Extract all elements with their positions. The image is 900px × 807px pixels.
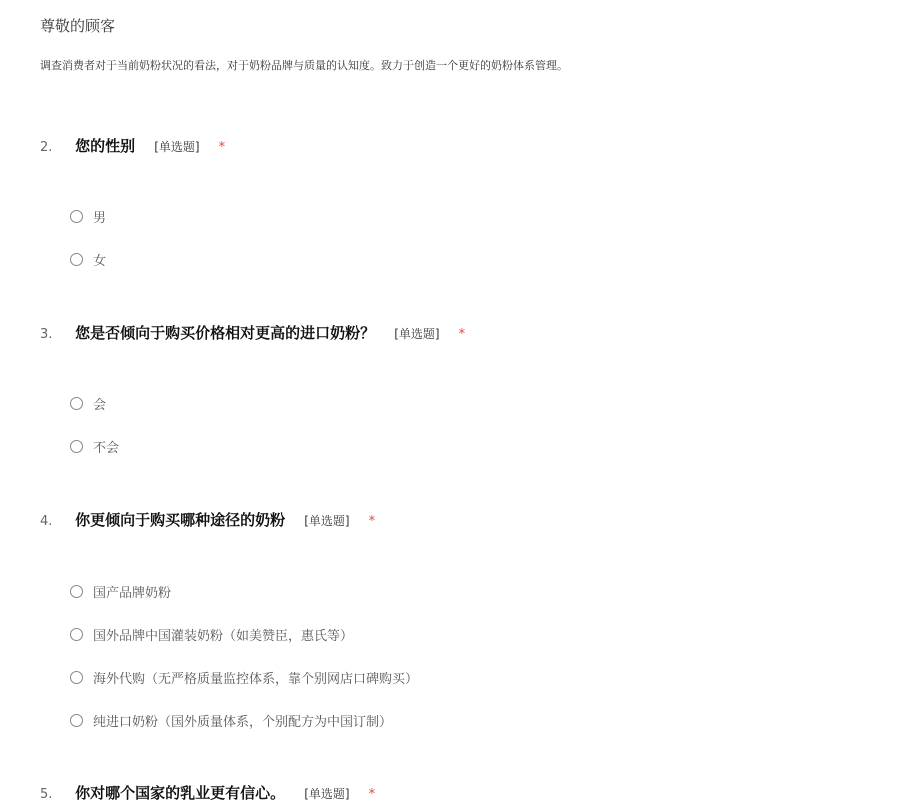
question-number: 4.	[40, 514, 53, 529]
option-yes[interactable]	[70, 393, 106, 413]
option-label: 国产品牌奶粉	[93, 585, 172, 601]
radio-button[interactable]	[70, 253, 83, 266]
radio-button[interactable]	[70, 397, 83, 410]
question-header	[40, 321, 465, 345]
option-no[interactable]	[70, 436, 119, 456]
radio-button[interactable]	[70, 440, 83, 453]
question-header	[40, 508, 375, 532]
radio-button[interactable]	[70, 585, 83, 598]
survey-intro: 调查消费者对于当前奶粉状况的看法，对于奶粉品牌与质量的认知度。致力于创造一个更好的奶粉体系管理。	[40, 59, 568, 72]
option-label: 国外品牌中国灌装奶粉（如美赞臣，惠氏等）	[93, 628, 354, 644]
radio-button[interactable]	[70, 671, 83, 684]
question-title: 你更倾向于购买哪种途径的奶粉	[75, 511, 286, 529]
question-type: [单选题]	[304, 514, 350, 528]
question-type: [单选题]	[304, 787, 350, 801]
question-header	[40, 134, 225, 158]
radio-button[interactable]	[70, 714, 83, 727]
option-foreign-brand-china-canned[interactable]	[70, 624, 353, 644]
required-mark: *	[368, 514, 376, 529]
question-type: [单选题]	[154, 140, 200, 154]
question-title: 您是否倾向于购买价格相对更高的进口奶粉？	[75, 324, 376, 342]
question-number: 3.	[40, 327, 53, 342]
option-label: 女	[93, 253, 107, 269]
question-number: 5.	[40, 787, 53, 802]
required-mark: *	[368, 787, 376, 802]
option-label: 纯进口奶粉（国外质量体系，个别配方为中国订制）	[93, 714, 393, 730]
option-male[interactable]	[70, 206, 106, 226]
question-type: [单选题]	[394, 327, 440, 341]
option-pure-import[interactable]	[70, 710, 392, 730]
required-mark: *	[218, 140, 226, 155]
option-label: 男	[93, 210, 107, 226]
radio-button[interactable]	[70, 210, 83, 223]
radio-button[interactable]	[70, 628, 83, 641]
question-header	[40, 781, 375, 805]
survey-greeting: 尊敬的顾客	[40, 17, 116, 35]
option-overseas-purchasing[interactable]	[70, 667, 418, 687]
option-label: 海外代购（无严格质量监控体系，靠个别网店口碑购买）	[93, 671, 419, 687]
question-title: 你对哪个国家的乳业更有信心。	[75, 784, 286, 802]
required-mark: *	[458, 327, 466, 342]
option-domestic-brand[interactable]	[70, 581, 171, 601]
option-label: 不会	[93, 440, 120, 456]
question-title: 您的性别	[75, 137, 136, 155]
option-label: 会	[93, 397, 107, 413]
option-female[interactable]	[70, 249, 106, 269]
question-number: 2.	[40, 140, 53, 155]
